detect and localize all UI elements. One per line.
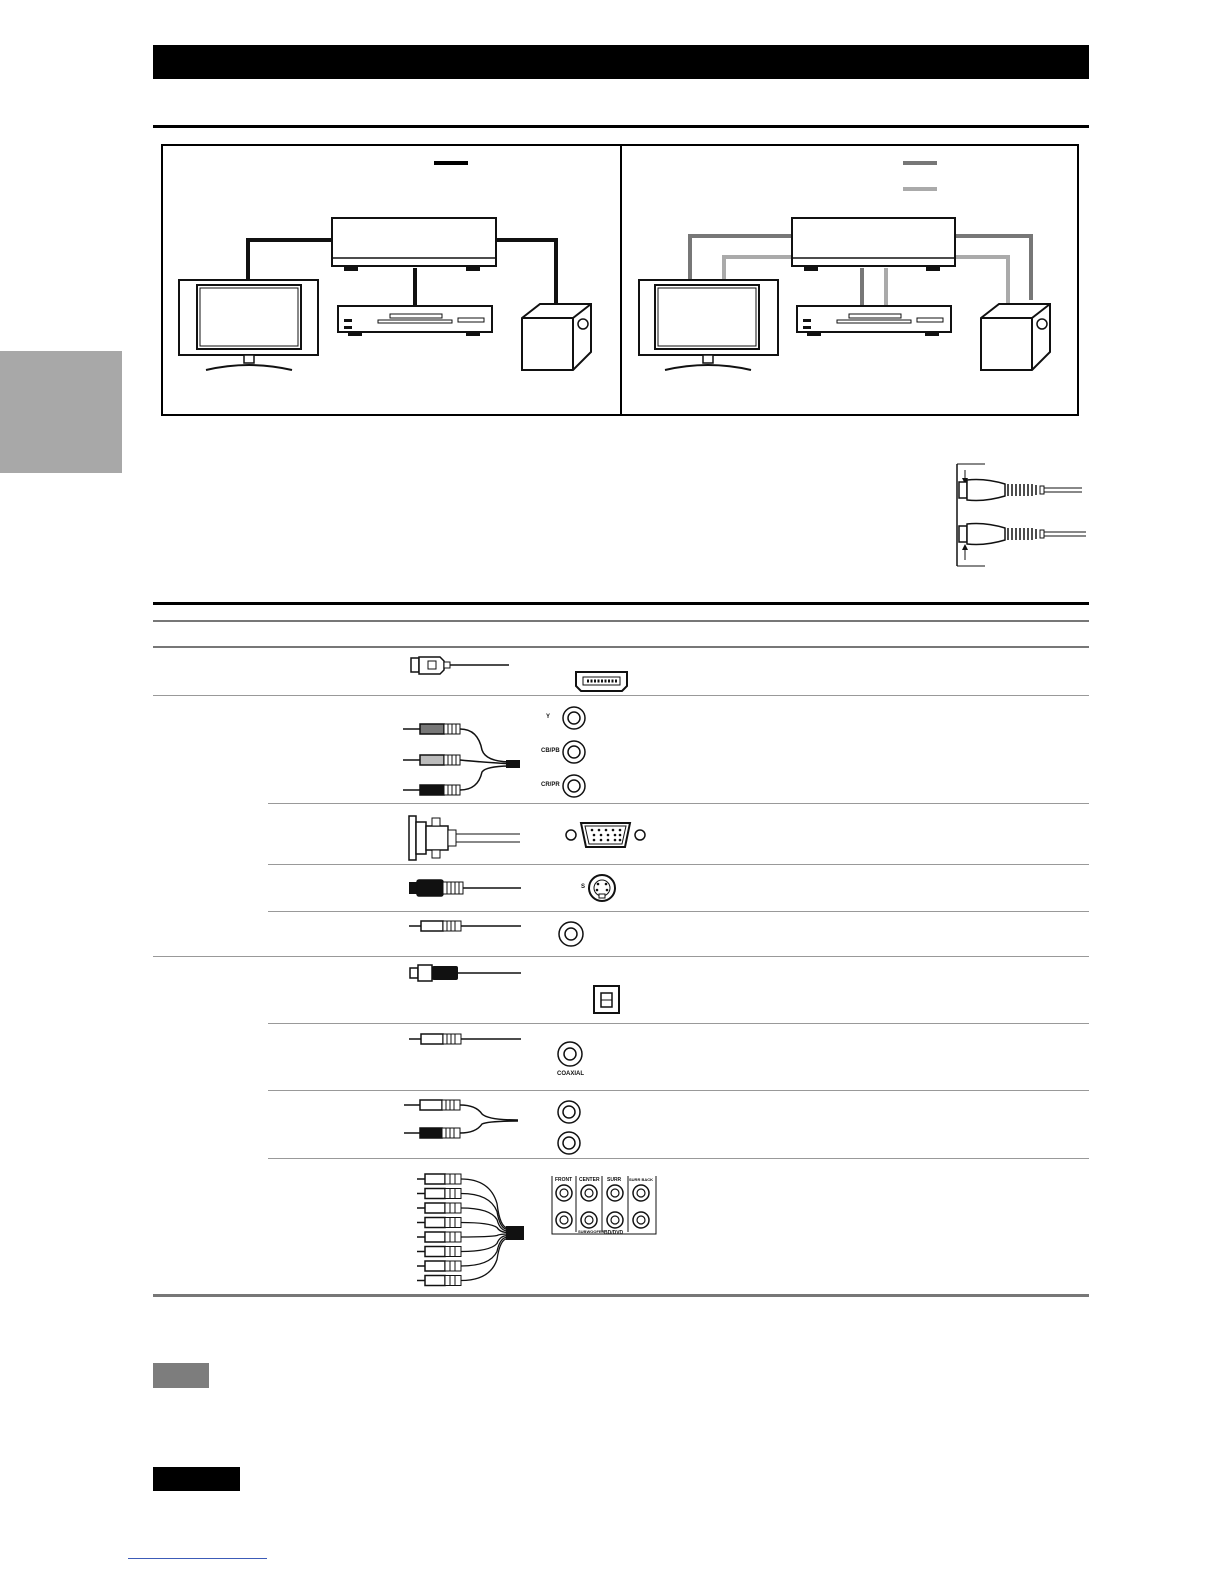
hdmi-jack-icon	[576, 672, 627, 691]
rca-plug-icon	[404, 1121, 518, 1138]
rca-jack-icon	[558, 1042, 582, 1066]
rca-plug-icon	[409, 921, 521, 931]
footer-link-underline	[128, 1558, 267, 1559]
caution-badge	[153, 1467, 240, 1491]
rca-plug-icon	[417, 1218, 508, 1233]
rca-jack-icon	[556, 1185, 572, 1201]
rca-plug-icon	[403, 766, 512, 795]
optical-jack-icon	[594, 986, 619, 1013]
vga-jack-icon	[566, 823, 645, 847]
hdmi-connector-icon	[411, 657, 509, 674]
rca-plug-icon	[417, 1232, 508, 1242]
jack-label-y: Y	[546, 714, 551, 720]
vga-connector-icon	[409, 816, 520, 860]
rca-jack-icon	[558, 1132, 580, 1154]
rca-jack-icon	[633, 1212, 649, 1228]
multichannel-rca-plugs	[417, 1174, 524, 1286]
jack-label-s-video: S	[581, 884, 586, 890]
rca-jack-icon	[581, 1212, 597, 1228]
jack-label-subwoofer: SUBWOOFER	[578, 1229, 605, 1234]
optical-connector-icon	[410, 965, 521, 981]
s-video-jack-icon	[589, 875, 615, 901]
s-video-connector-icon	[409, 880, 521, 896]
rca-jack-icon	[581, 1185, 597, 1201]
jack-label-coaxial: COAXIAL	[557, 1071, 584, 1077]
jack-label-bd-dvd: BD/DVD	[604, 1230, 624, 1236]
note-badge	[153, 1363, 209, 1388]
jack-label-center: CENTER	[579, 1177, 600, 1183]
jack-label-cb-pb: CB/PB	[541, 748, 560, 754]
rca-jack-icon	[563, 741, 585, 763]
multichannel-jack-panel	[552, 1176, 656, 1234]
rca-jack-icon	[607, 1212, 623, 1228]
rca-jack-icon	[563, 707, 585, 729]
rca-plug-icon	[404, 1100, 518, 1120]
rca-jack-icon	[556, 1212, 572, 1228]
rca-jack-icon	[563, 775, 585, 797]
rca-plug-icon	[409, 1034, 521, 1044]
rca-jack-icon	[633, 1185, 649, 1201]
rca-jack-icon	[558, 1101, 580, 1123]
jack-label-front: FRONT	[555, 1177, 573, 1183]
rca-jack-icon	[559, 922, 583, 946]
rca-jack-icon	[607, 1185, 623, 1201]
jack-label-surr-back: SURR BACK	[629, 1177, 653, 1182]
jack-label-cr-pr: CR/PR	[541, 782, 560, 788]
jack-label-surr: SURR	[607, 1177, 622, 1183]
